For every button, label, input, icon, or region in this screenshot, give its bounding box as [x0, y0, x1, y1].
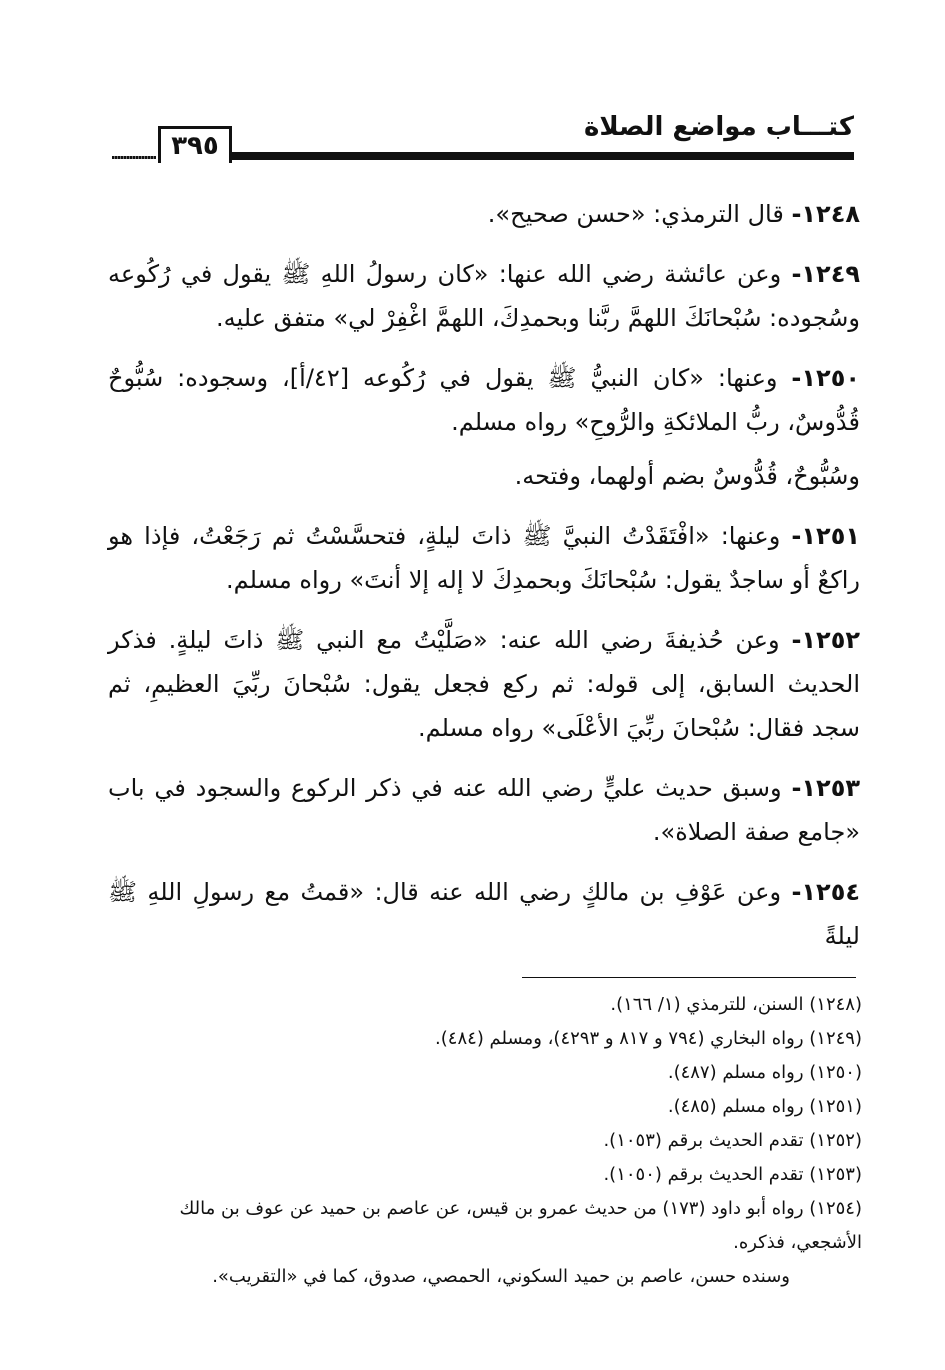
footnote-1248	[112, 988, 862, 1022]
footnote-1249	[112, 1022, 862, 1056]
footnote-1252	[112, 1124, 862, 1158]
header-rule-left	[112, 156, 156, 159]
footnote-text: تقدم الحديث برقم (١٠٥٠).	[603, 1164, 804, 1185]
footnote-text: رواه أبو داود (١٧٣) من حديث عمرو بن قيس، عن عاصم بن حميد عن عوف بن مالك الأشجعي، فذكره.	[179, 1198, 862, 1253]
page-header	[112, 112, 854, 164]
footnote-number: (١٢٥٠)	[809, 1062, 862, 1083]
hadith-text: وعنها: «افْتَقَدْتُ النبيَّ ﷺ ذاتَ ليلةٍ، فتحسَّسْتُ ثم رَجَعْتُ، فإذا هو راكعٌ أو ساجدٌ يقول: سُبْحانَكَ وبحمدِكَ لا إله إلا أنتَ» رواه مسلم.	[108, 522, 860, 594]
footnote-1254	[112, 1192, 862, 1260]
footnote-number: (١٢٥١)	[809, 1096, 862, 1117]
header-rule	[224, 152, 854, 160]
footnote-text: وسنده حسن، عاصم بن حميد السكوني، الحمصي، صدوق، كما في «التقريب».	[212, 1266, 790, 1287]
hadith-number: ١٢٥١-	[791, 522, 860, 550]
hadith-1250-note	[108, 454, 860, 498]
hadith-text: وعن عائشة رضي الله عنها: «كان رسولُ اللهِ ﷺ يقول في رُكُوعه وسُجوده: سُبْحانَكَ اللهمَّ ربَّنا وبحمدِكَ، اللهمَّ اغْفِرْ لي» متفق عليه.	[108, 260, 860, 332]
hadith-1253	[108, 766, 860, 854]
book-title: كتـــاب مواضع الصلاة	[584, 112, 854, 142]
footnote-text: تقدم الحديث برقم (١٠٥٣).	[603, 1130, 804, 1151]
footnote-1251	[112, 1090, 862, 1124]
hadith-number: ١٢٥٣-	[791, 774, 860, 802]
hadith-1249	[108, 252, 860, 340]
footnote-text: رواه البخاري (٧٩٤ و ٨١٧ و ٤٢٩٣)، ومسلم (٤٨٤).	[435, 1028, 804, 1049]
footnote-number: (١٢٥٤)	[809, 1198, 862, 1219]
footnote-text: رواه مسلم (٤٨٥).	[667, 1096, 804, 1117]
footnote-1250	[112, 1056, 862, 1090]
footnote-number: (١٢٥٢)	[809, 1130, 862, 1151]
footnote-1253	[112, 1158, 862, 1192]
hadith-number: ١٢٥٠-	[791, 364, 860, 392]
footnote-text: رواه مسلم (٤٨٧).	[667, 1062, 804, 1083]
hadith-text: وعن حُذيفةَ رضي الله عنه: «صَلَّيْتُ مع النبي ﷺ ذاتَ ليلةٍ. فذكر الحديث السابق، إلى قوله: ثم ركع فجعل يقول: سُبْحانَ ربِّيَ العظيمِ، ثم سجد فقال: سُبْحانَ ربِّيَ الأعْلَى» رواه مسلم.	[108, 626, 860, 742]
hadith-text: وسبق حديث عليٍّ رضي الله عنه في ذكر الركوع والسجود في باب «جامع صفة الصلاة».	[108, 774, 860, 846]
footnote-number: (١٢٤٨)	[809, 994, 862, 1015]
hadith-text: وعن عَوْفِ بن مالكٍ رضي الله عنه قال: «قمتُ مع رسولِ اللهِ ﷺ ليلةً	[108, 878, 860, 950]
page-body	[108, 192, 860, 974]
footnotes	[112, 988, 862, 1294]
hadith-number: ١٢٥٤-	[791, 878, 860, 906]
hadith-1251	[108, 514, 860, 602]
hadith-text: قال الترمذي: «حسن صحيح».	[487, 200, 784, 228]
hadith-1250	[108, 356, 860, 444]
hadith-text: وعنها: «كان النبيُّ ﷺ يقول في رُكُوعه [٤٢/أ]، وسجوده: سُبُّوحٌ قُدُّوسٌ، ربُّ الملائكةِ والرُّوحِ» رواه مسلم.	[108, 364, 860, 436]
hadith-1248	[108, 192, 860, 236]
note-text: وسُبُّوحٌ، قُدُّوسٌ بضم أولهما، وفتحه.	[514, 462, 860, 490]
hadith-number: ١٢٥٢-	[791, 626, 860, 654]
hadith-number: ١٢٤٩-	[791, 260, 860, 288]
footnote-1254-note	[112, 1260, 862, 1294]
hadith-1254	[108, 870, 860, 958]
footnote-number: (١٢٥٣)	[809, 1164, 862, 1185]
footnote-number: (١٢٤٩)	[809, 1028, 862, 1049]
footnote-text: السنن، للترمذي (١/ ١٦٦).	[610, 994, 804, 1015]
hadith-number: ١٢٤٨-	[791, 200, 860, 228]
hadith-1252	[108, 618, 860, 750]
page-number: ٣٩٥	[158, 126, 232, 163]
footnote-separator	[522, 977, 856, 978]
